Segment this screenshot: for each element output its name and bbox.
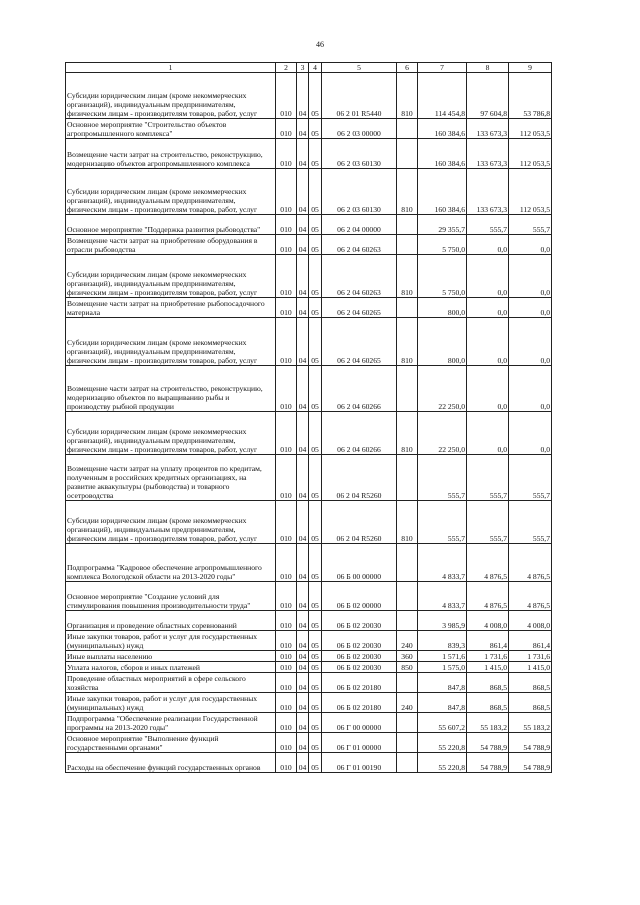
row-name-cell: Подпрограмма "Обеспечение реализации Государственной программы на 2013-2020 годы" — [66, 713, 276, 733]
amount-year1-cell: 22 250,0 — [418, 412, 467, 455]
amount-year2-cell: 0,0 — [467, 298, 509, 318]
amount-year2-cell: 0,0 — [467, 412, 509, 455]
target-article-cell: 06 2 04 R5260 — [322, 455, 397, 501]
amount-year2-cell: 0,0 — [467, 255, 509, 298]
amount-year1-cell: 160 384,6 — [418, 139, 467, 169]
section-cell: 04 — [297, 733, 309, 753]
amount-year3-cell: 1 415,0 — [509, 662, 552, 673]
table-row — [66, 651, 552, 662]
section-cell: 04 — [297, 139, 309, 169]
amount-year2-cell: 868,5 — [467, 693, 509, 713]
row-name-cell: Проведение областных мероприятий в сфере сельского хозяйства — [66, 673, 276, 693]
row-name-cell: Возмещение части затрат на уплату процентов по кредитам, полученным в российских кредитных организациях, на развитие аквакультуры (рыбоводства) и товарного осетроводства — [66, 455, 276, 501]
row-name-cell: Субсидии юридическим лицам (кроме некоммерческих организаций), индивидуальным предпринимателям, физическим лицам - производителям товаров, работ, услуг — [66, 255, 276, 298]
table-row — [66, 318, 552, 366]
row-name-cell: Основное мероприятие "Выполнение функций государственными органами" — [66, 733, 276, 753]
row-name-cell: Субсидии юридическим лицам (кроме некоммерческих организаций), индивидуальным предпринимателям, физическим лицам - производителям товаров, работ, услуг — [66, 318, 276, 366]
row-name-cell: Организация и проведение областных соревнований — [66, 611, 276, 631]
amount-year2-cell: 0,0 — [467, 366, 509, 412]
amount-year3-cell: 112 053,5 — [509, 119, 552, 139]
amount-year2-cell: 133 673,3 — [467, 139, 509, 169]
expense-type-cell: 810 — [397, 412, 418, 455]
section-cell: 04 — [297, 215, 309, 235]
table-row — [66, 119, 552, 139]
row-name-cell: Иные закупки товаров, работ и услуг для государственных (муниципальных) нужд — [66, 631, 276, 651]
admin-code-cell: 010 — [276, 169, 297, 215]
table-row — [66, 412, 552, 455]
table-row — [66, 582, 552, 611]
amount-year3-cell: 112 053,5 — [509, 139, 552, 169]
table-row — [66, 235, 552, 255]
amount-year2-cell: 555,7 — [467, 501, 509, 544]
admin-code-cell: 010 — [276, 139, 297, 169]
subsection-cell: 05 — [309, 169, 322, 215]
amount-year3-cell: 0,0 — [509, 366, 552, 412]
subsection-cell: 05 — [309, 318, 322, 366]
amount-year2-cell: 55 183,2 — [467, 713, 509, 733]
amount-year2-cell: 4 876,5 — [467, 544, 509, 582]
table-row — [66, 631, 552, 651]
admin-code-cell: 010 — [276, 73, 297, 119]
target-article-cell: 06 2 03 00000 — [322, 119, 397, 139]
table-row — [66, 139, 552, 169]
table-row — [66, 713, 552, 733]
amount-year1-cell: 55 607,2 — [418, 713, 467, 733]
expense-type-cell: 850 — [397, 662, 418, 673]
amount-year1-cell: 55 220,8 — [418, 753, 467, 773]
admin-code-cell: 010 — [276, 733, 297, 753]
amount-year3-cell: 54 788,9 — [509, 733, 552, 753]
row-name-cell: Расходы на обеспечение функций государственных органов — [66, 753, 276, 773]
subsection-cell: 05 — [309, 366, 322, 412]
subsection-cell: 05 — [309, 412, 322, 455]
table-row — [66, 255, 552, 298]
expense-type-cell — [397, 713, 418, 733]
admin-code-cell: 010 — [276, 215, 297, 235]
section-cell: 04 — [297, 673, 309, 693]
amount-year1-cell: 555,7 — [418, 455, 467, 501]
amount-year1-cell: 29 355,7 — [418, 215, 467, 235]
budget-table — [65, 62, 552, 773]
amount-year3-cell: 55 183,2 — [509, 713, 552, 733]
amount-year1-cell: 839,3 — [418, 631, 467, 651]
subsection-cell: 05 — [309, 255, 322, 298]
amount-year3-cell: 555,7 — [509, 215, 552, 235]
amount-year3-cell: 861,4 — [509, 631, 552, 651]
amount-year1-cell: 847,8 — [418, 693, 467, 713]
admin-code-cell: 010 — [276, 298, 297, 318]
admin-code-cell: 010 — [276, 501, 297, 544]
expense-type-cell — [397, 235, 418, 255]
target-article-cell: 06 Б 02 20180 — [322, 693, 397, 713]
amount-year3-cell: 0,0 — [509, 412, 552, 455]
section-cell: 04 — [297, 298, 309, 318]
table-row — [66, 544, 552, 582]
target-article-cell: 06 2 04 60265 — [322, 298, 397, 318]
amount-year2-cell: 4 008,0 — [467, 611, 509, 631]
amount-year1-cell: 800,0 — [418, 318, 467, 366]
table-row — [66, 73, 552, 119]
subsection-cell: 05 — [309, 611, 322, 631]
header-cell: 2 — [276, 63, 297, 73]
admin-code-cell: 010 — [276, 366, 297, 412]
admin-code-cell: 010 — [276, 235, 297, 255]
target-article-cell: 06 Г 01 00190 — [322, 753, 397, 773]
admin-code-cell: 010 — [276, 455, 297, 501]
target-article-cell: 06 Г 01 00000 — [322, 733, 397, 753]
amount-year3-cell: 4 876,5 — [509, 582, 552, 611]
amount-year3-cell: 0,0 — [509, 318, 552, 366]
section-cell: 04 — [297, 582, 309, 611]
amount-year1-cell: 5 750,0 — [418, 255, 467, 298]
admin-code-cell: 010 — [276, 713, 297, 733]
row-name-cell: Возмещение части затрат на строительство, реконструкцию, модернизацию объектов агропромышленного комплекса — [66, 139, 276, 169]
amount-year1-cell: 5 750,0 — [418, 235, 467, 255]
table-row — [66, 733, 552, 753]
expense-type-cell — [397, 611, 418, 631]
header-cell: 7 — [418, 63, 467, 73]
amount-year1-cell: 22 250,0 — [418, 366, 467, 412]
amount-year3-cell: 555,7 — [509, 501, 552, 544]
amount-year3-cell: 1 731,6 — [509, 651, 552, 662]
target-article-cell: 06 2 04 60266 — [322, 366, 397, 412]
amount-year1-cell: 114 454,8 — [418, 73, 467, 119]
page-number: 46 — [316, 40, 324, 49]
header-cell: 4 — [309, 63, 322, 73]
expense-type-cell — [397, 673, 418, 693]
table-row — [66, 673, 552, 693]
section-cell: 04 — [297, 713, 309, 733]
target-article-cell: 06 Б 02 20030 — [322, 611, 397, 631]
section-cell: 04 — [297, 631, 309, 651]
expense-type-cell: 240 — [397, 693, 418, 713]
amount-year1-cell: 1 571,6 — [418, 651, 467, 662]
subsection-cell: 05 — [309, 753, 322, 773]
subsection-cell: 05 — [309, 673, 322, 693]
header-cell: 6 — [397, 63, 418, 73]
header-cell: 8 — [467, 63, 509, 73]
expense-type-cell: 810 — [397, 255, 418, 298]
target-article-cell: 06 Б 02 20030 — [322, 651, 397, 662]
amount-year2-cell: 0,0 — [467, 235, 509, 255]
header-cell: 3 — [297, 63, 309, 73]
section-cell: 04 — [297, 753, 309, 773]
admin-code-cell: 010 — [276, 544, 297, 582]
expense-type-cell — [397, 215, 418, 235]
section-cell: 04 — [297, 235, 309, 255]
subsection-cell: 05 — [309, 455, 322, 501]
section-cell: 04 — [297, 119, 309, 139]
header-row — [66, 63, 552, 73]
amount-year1-cell: 55 220,8 — [418, 733, 467, 753]
admin-code-cell: 010 — [276, 693, 297, 713]
header-cell: 1 — [66, 63, 276, 73]
table-row — [66, 753, 552, 773]
admin-code-cell: 010 — [276, 753, 297, 773]
amount-year1-cell: 1 575,0 — [418, 662, 467, 673]
amount-year2-cell: 54 788,9 — [467, 753, 509, 773]
amount-year1-cell: 160 384,6 — [418, 119, 467, 139]
amount-year2-cell: 133 673,3 — [467, 119, 509, 139]
expense-type-cell: 360 — [397, 651, 418, 662]
admin-code-cell: 010 — [276, 631, 297, 651]
subsection-cell: 05 — [309, 235, 322, 255]
amount-year2-cell: 555,7 — [467, 455, 509, 501]
subsection-cell: 05 — [309, 139, 322, 169]
expense-type-cell — [397, 544, 418, 582]
amount-year3-cell: 0,0 — [509, 298, 552, 318]
expense-type-cell — [397, 366, 418, 412]
section-cell: 04 — [297, 73, 309, 119]
target-article-cell: 06 2 04 00000 — [322, 215, 397, 235]
subsection-cell: 05 — [309, 544, 322, 582]
target-article-cell: 06 Б 02 20180 — [322, 673, 397, 693]
row-name-cell: Субсидии юридическим лицам (кроме некоммерческих организаций), индивидуальным предпринимателям, физическим лицам - производителям товаров, работ, услуг — [66, 73, 276, 119]
subsection-cell: 05 — [309, 662, 322, 673]
section-cell: 04 — [297, 255, 309, 298]
row-name-cell: Подпрограмма "Кадровое обеспечение агропромышленного комплекса Вологодской области на 2013-2020 годы" — [66, 544, 276, 582]
amount-year3-cell: 0,0 — [509, 235, 552, 255]
admin-code-cell: 010 — [276, 662, 297, 673]
subsection-cell: 05 — [309, 693, 322, 713]
section-cell: 04 — [297, 651, 309, 662]
amount-year2-cell: 555,7 — [467, 215, 509, 235]
section-cell: 04 — [297, 544, 309, 582]
header-cell: 5 — [322, 63, 397, 73]
amount-year3-cell: 54 788,9 — [509, 753, 552, 773]
admin-code-cell: 010 — [276, 119, 297, 139]
section-cell: 04 — [297, 662, 309, 673]
expense-type-cell — [397, 455, 418, 501]
target-article-cell: 06 Б 02 20030 — [322, 662, 397, 673]
admin-code-cell: 010 — [276, 412, 297, 455]
section-cell: 04 — [297, 412, 309, 455]
row-name-cell: Субсидии юридическим лицам (кроме некоммерческих организаций), индивидуальным предпринимателям, физическим лицам - производителям товаров, работ, услуг — [66, 501, 276, 544]
admin-code-cell: 010 — [276, 582, 297, 611]
subsection-cell: 05 — [309, 73, 322, 119]
amount-year3-cell: 53 786,8 — [509, 73, 552, 119]
table-row — [66, 662, 552, 673]
expense-type-cell — [397, 119, 418, 139]
table-row — [66, 455, 552, 501]
row-name-cell: Возмещение части затрат на приобретение рыбопосадочного материала — [66, 298, 276, 318]
amount-year1-cell: 800,0 — [418, 298, 467, 318]
expense-type-cell: 810 — [397, 169, 418, 215]
row-name-cell: Иные закупки товаров, работ и услуг для государственных (муниципальных) нужд — [66, 693, 276, 713]
target-article-cell: 06 2 04 60263 — [322, 235, 397, 255]
amount-year2-cell: 868,5 — [467, 673, 509, 693]
target-article-cell: 06 2 04 60266 — [322, 412, 397, 455]
amount-year1-cell: 555,7 — [418, 501, 467, 544]
amount-year2-cell: 861,4 — [467, 631, 509, 651]
subsection-cell: 05 — [309, 651, 322, 662]
amount-year2-cell: 1 731,6 — [467, 651, 509, 662]
amount-year3-cell: 868,5 — [509, 673, 552, 693]
target-article-cell: 06 Б 00 00000 — [322, 544, 397, 582]
amount-year2-cell: 0,0 — [467, 318, 509, 366]
row-name-cell: Основное мероприятие "Поддержка развития рыбоводства" — [66, 215, 276, 235]
admin-code-cell: 010 — [276, 651, 297, 662]
section-cell: 04 — [297, 169, 309, 215]
table-row — [66, 298, 552, 318]
target-article-cell: 06 2 04 60263 — [322, 255, 397, 298]
expense-type-cell — [397, 582, 418, 611]
table-row — [66, 169, 552, 215]
section-cell: 04 — [297, 455, 309, 501]
section-cell: 04 — [297, 611, 309, 631]
row-name-cell: Основное мероприятие "Строительство объектов агропромышленного комплекса" — [66, 119, 276, 139]
expense-type-cell — [397, 298, 418, 318]
amount-year3-cell: 0,0 — [509, 255, 552, 298]
target-article-cell: 06 2 04 60265 — [322, 318, 397, 366]
header-cell: 9 — [509, 63, 552, 73]
row-name-cell: Возмещение части затрат на строительство, реконструкцию, модернизацию объектов по выращиванию рыбы и производству рыбной продукции — [66, 366, 276, 412]
target-article-cell: 06 2 01 R5440 — [322, 73, 397, 119]
table-row — [66, 611, 552, 631]
row-name-cell: Субсидии юридическим лицам (кроме некоммерческих организаций), индивидуальным предпринимателям, физическим лицам - производителям товаров, работ, услуг — [66, 169, 276, 215]
row-name-cell: Уплата налогов, сборов и иных платежей — [66, 662, 276, 673]
expense-type-cell — [397, 753, 418, 773]
amount-year3-cell: 4 008,0 — [509, 611, 552, 631]
subsection-cell: 05 — [309, 713, 322, 733]
subsection-cell: 05 — [309, 501, 322, 544]
subsection-cell: 05 — [309, 733, 322, 753]
target-article-cell: 06 2 04 R5260 — [322, 501, 397, 544]
amount-year2-cell: 54 788,9 — [467, 733, 509, 753]
amount-year1-cell: 847,8 — [418, 673, 467, 693]
section-cell: 04 — [297, 501, 309, 544]
amount-year3-cell: 555,7 — [509, 455, 552, 501]
amount-year1-cell: 160 384,6 — [418, 169, 467, 215]
expense-type-cell — [397, 139, 418, 169]
amount-year3-cell: 868,5 — [509, 693, 552, 713]
expense-type-cell: 810 — [397, 73, 418, 119]
expense-type-cell: 240 — [397, 631, 418, 651]
admin-code-cell: 010 — [276, 318, 297, 366]
admin-code-cell: 010 — [276, 673, 297, 693]
subsection-cell: 05 — [309, 582, 322, 611]
target-article-cell: 06 Б 02 20030 — [322, 631, 397, 651]
row-name-cell: Субсидии юридическим лицам (кроме некоммерческих организаций), индивидуальным предпринимателям, физическим лицам - производителям товаров, работ, услуг — [66, 412, 276, 455]
row-name-cell: Основное мероприятие "Создание условий для стимулирования повышения производительности труда" — [66, 582, 276, 611]
amount-year2-cell: 1 415,0 — [467, 662, 509, 673]
subsection-cell: 05 — [309, 119, 322, 139]
admin-code-cell: 010 — [276, 255, 297, 298]
subsection-cell: 05 — [309, 631, 322, 651]
amount-year1-cell: 4 833,7 — [418, 544, 467, 582]
row-name-cell: Иные выплаты населению — [66, 651, 276, 662]
section-cell: 04 — [297, 318, 309, 366]
target-article-cell: 06 Г 00 00000 — [322, 713, 397, 733]
section-cell: 04 — [297, 366, 309, 412]
row-name-cell: Возмещение части затрат на приобретение оборудования в отрасли рыбоводства — [66, 235, 276, 255]
target-article-cell: 06 2 03 60130 — [322, 169, 397, 215]
target-article-cell: 06 Б 02 00000 — [322, 582, 397, 611]
amount-year2-cell: 133 673,3 — [467, 169, 509, 215]
subsection-cell: 05 — [309, 215, 322, 235]
expense-type-cell — [397, 733, 418, 753]
amount-year2-cell: 4 876,5 — [467, 582, 509, 611]
expense-type-cell: 810 — [397, 318, 418, 366]
amount-year2-cell: 97 604,8 — [467, 73, 509, 119]
expense-type-cell: 810 — [397, 501, 418, 544]
subsection-cell: 05 — [309, 298, 322, 318]
admin-code-cell: 010 — [276, 611, 297, 631]
section-cell: 04 — [297, 693, 309, 713]
amount-year3-cell: 4 876,5 — [509, 544, 552, 582]
target-article-cell: 06 2 03 60130 — [322, 139, 397, 169]
table-row — [66, 501, 552, 544]
amount-year3-cell: 112 053,5 — [509, 169, 552, 215]
table-row — [66, 693, 552, 713]
amount-year1-cell: 3 985,9 — [418, 611, 467, 631]
amount-year1-cell: 4 833,7 — [418, 582, 467, 611]
table-row — [66, 215, 552, 235]
table-row — [66, 366, 552, 412]
